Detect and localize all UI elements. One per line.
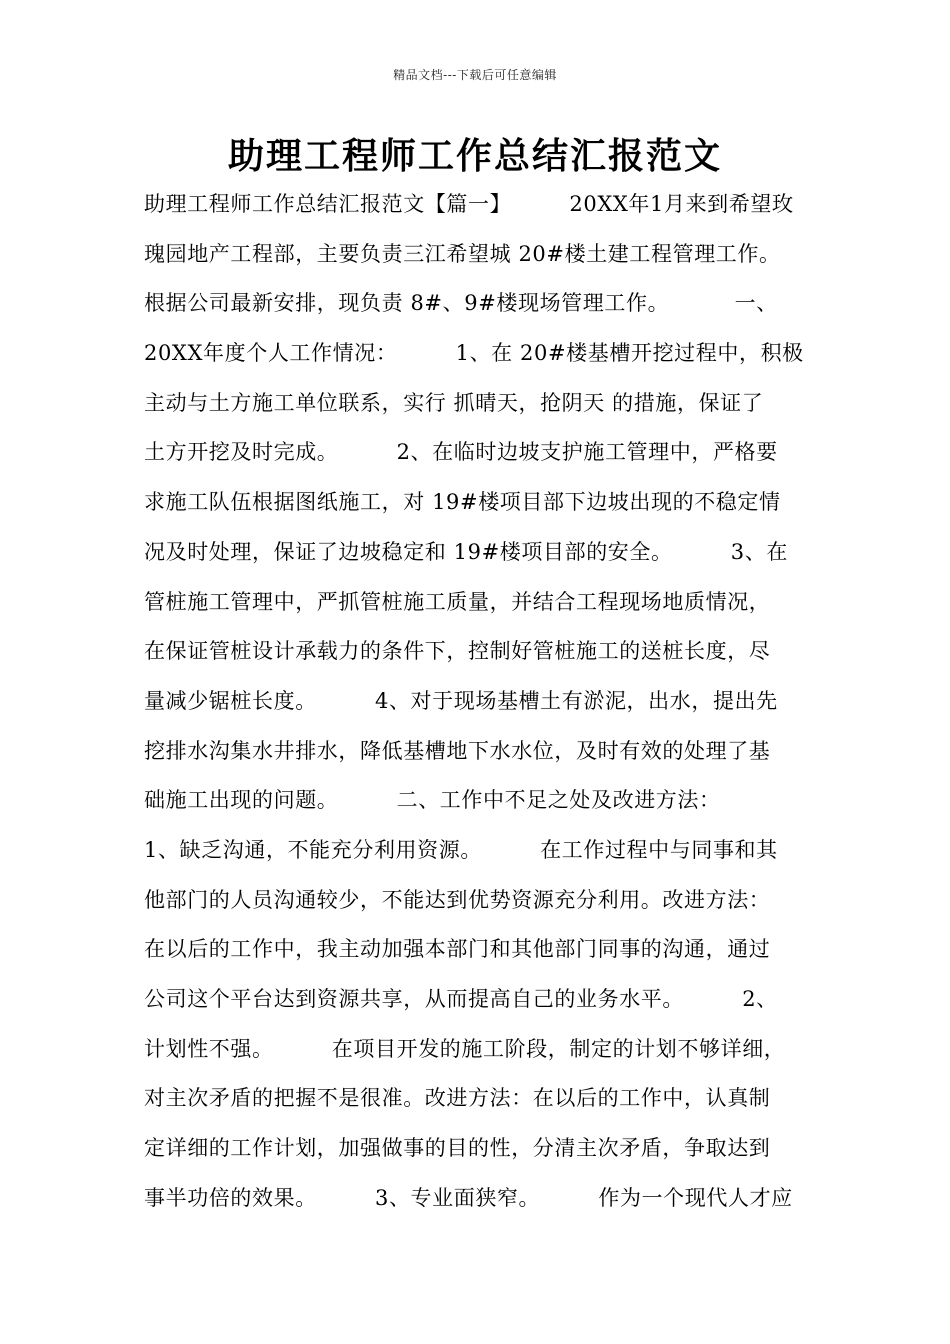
body-line: 他部门的人员沟通较少，不能达到优势资源充分利用。改进方法： xyxy=(144,887,771,912)
body-line: 公司这个平台达到资源共享，从而提高自己的业务水平。 2、 xyxy=(144,987,778,1011)
body-line: 1、缺乏沟通，不能充分利用资源。 在工作过程中与同事和其 xyxy=(144,837,778,862)
document-title: 助理工程师工作总结汇报范文 xyxy=(227,136,722,177)
body-line: 土方开挖及时完成。 2、在临时边坡支护施工管理中，严格要 xyxy=(144,440,778,465)
body-line: 挖排水沟集水井排水，降低基槽地下水水位，及时有效的处理了基 xyxy=(144,738,771,763)
body-line: 20XX年度个人工作情况： 1、在 20#楼基槽开挖过程中，积极 xyxy=(144,341,804,366)
body-line: 在保证管桩设计承载力的条件下，控制好管桩施工的送桩长度，尽 xyxy=(144,639,771,664)
body-line: 在以后的工作中，我主动加强本部门和其他部门同事的沟通，通过 xyxy=(144,937,771,962)
body-line: 事半功倍的效果。 3、专业面狭窄。 作为一个现代人才应 xyxy=(144,1185,793,1210)
body-line: 根据公司最新安排，现负责 8#、9#楼现场管理工作。 一、 xyxy=(144,291,778,316)
header-note: 精品文档---下载后可任意编辑 xyxy=(393,68,557,82)
body-line: 管桩施工管理中，严抓管桩施工质量，并结合工程现场地质情况， xyxy=(144,589,771,614)
body-line: 况及时处理，保证了边坡稳定和 19#楼项目部的安全。 3、在 xyxy=(144,539,788,564)
body-line: 助理工程师工作总结汇报范文【篇一】 20XX年1月来到希望玫 xyxy=(144,192,794,216)
body-line: 求施工队伍根据图纸施工，对 19#楼项目部下边坡出现的不稳定情 xyxy=(144,490,781,515)
body-line: 础施工出现的问题。 二、工作中不足之处及改进方法： xyxy=(144,788,721,813)
body-line: 计划性不强。 在项目开发的施工阶段，制定的计划不够详细， xyxy=(144,1036,786,1061)
document-body xyxy=(144,180,834,1223)
body-line: 对主次矛盾的把握不是很准。改进方法：在以后的工作中，认真制 xyxy=(144,1086,771,1111)
body-line: 主动与土方施工单位联系，实行 抓晴天，抢阴天 的措施，保证了 xyxy=(144,390,764,415)
body-line: 量减少锯桩长度。 4、对于现场基槽土有淤泥，出水，提出先 xyxy=(144,688,778,713)
body-line: 瑰园地产工程部，主要负责三江希望城 20#楼土建工程管理工作。 xyxy=(144,241,781,266)
body-line: 定详细的工作计划，加强做事的目的性，分清主次矛盾，争取达到 xyxy=(144,1136,771,1161)
